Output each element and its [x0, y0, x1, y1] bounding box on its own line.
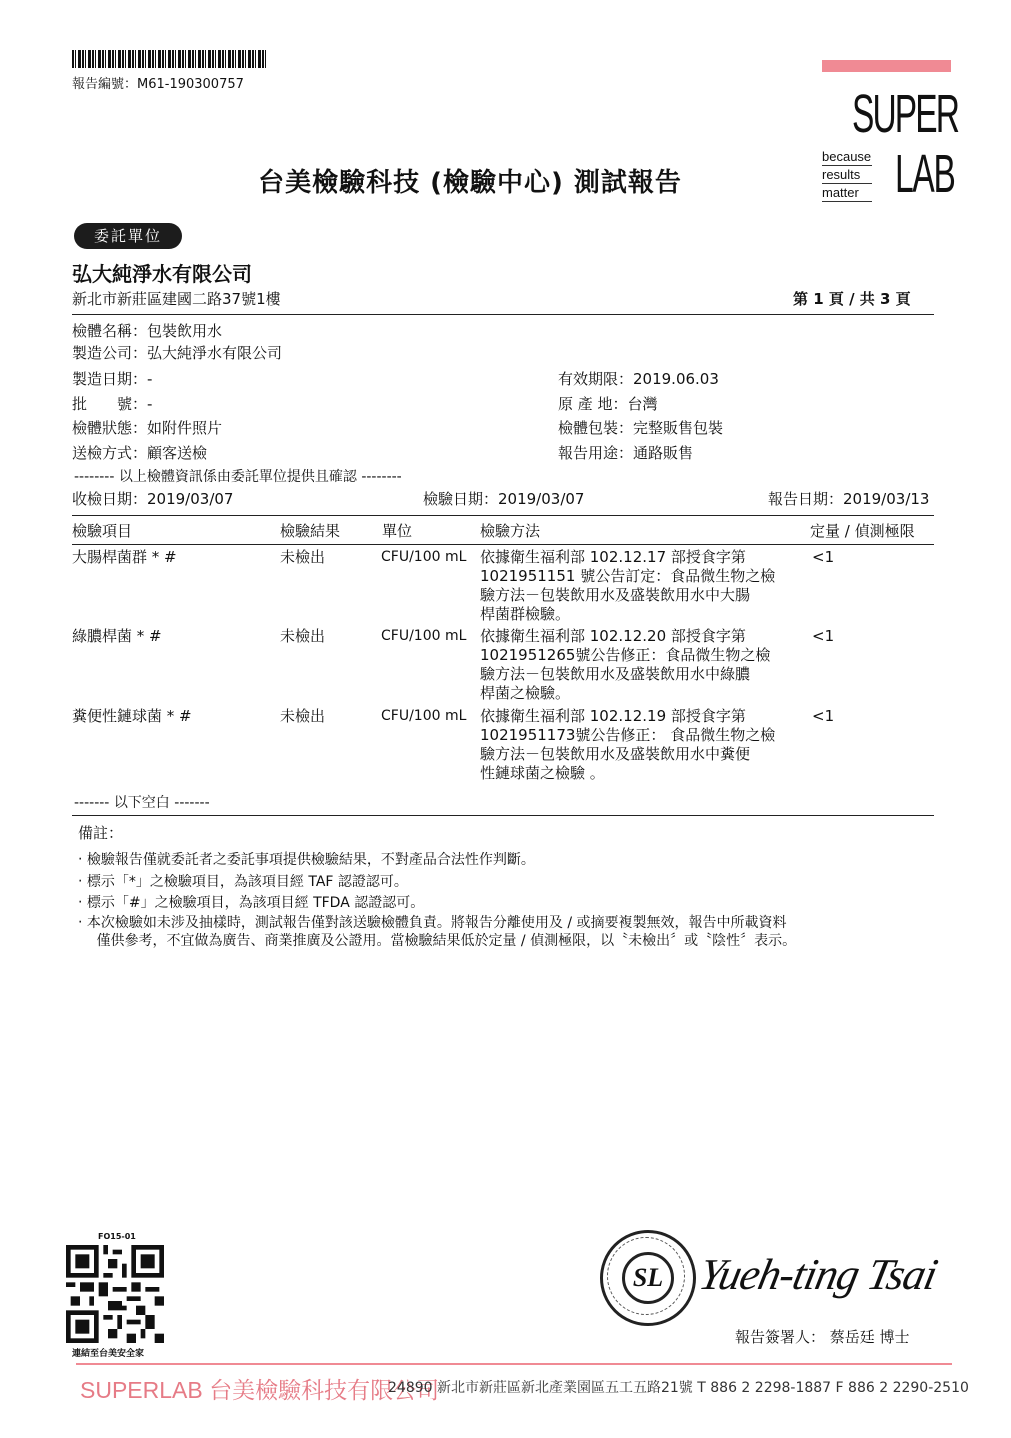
row-unit: CFU/100 mL [381, 549, 467, 565]
sample-manufacturer: 製造公司：弘大純淨水有限公司 [72, 344, 283, 362]
seal-monogram: SL [622, 1252, 674, 1304]
divider [72, 314, 934, 315]
row-method-line: 1021951265號公告修正：食品微生物之檢 [480, 646, 771, 664]
remark-item: ‧ 本次檢驗如未涉及抽樣時，測試報告僅對該送驗檢體負責。將報告分離使用及 / 或摘要複製無效，報告中所載資料 [78, 915, 787, 931]
logo-super: SUPER [852, 84, 959, 144]
remark-item: 僅供參考，不宜做為廣告、商業推廣及公證用。當檢驗結果低於定量 / 偵測極限，以〝未檢出〞或〝陰性〞表示。 [78, 933, 797, 949]
form-code: FO15-01 [98, 1232, 136, 1241]
tagline-line: matter [822, 184, 872, 202]
header-result: 檢驗結果 [280, 522, 341, 540]
sample-purpose: 報告用途：通路販售 [558, 444, 694, 462]
sample-packaging: 檢體包裝：完整販售包裝 [558, 419, 724, 437]
client-name: 弘大純淨水有限公司 [72, 262, 252, 286]
header-item: 檢驗項目 [72, 522, 133, 540]
row-result: 未檢出 [280, 548, 326, 566]
footer-rule [76, 1363, 952, 1365]
tagline-line: results [822, 166, 872, 184]
barcode [72, 50, 267, 68]
table-top-rule [72, 515, 934, 516]
qr-code-icon[interactable] [66, 1245, 164, 1343]
row-unit: CFU/100 mL [381, 628, 467, 644]
seal-stamp [600, 1230, 696, 1326]
row-method-line: 依據衛生福利部 102.12.17 部授食字第 [480, 548, 746, 566]
row-method-line: 1021951173號公告修正： 食品微生物之檢 [480, 726, 776, 744]
footer-company: SUPERLAB 台美檢驗科技有限公司 [80, 1377, 440, 1403]
row-method-line: 驗方法－包裝飲用水及盛裝飲用水中糞便 [480, 745, 751, 763]
row-unit: CFU/100 mL [381, 708, 467, 724]
table-end-note: ------- 以下空白 ------- [74, 795, 210, 811]
sample-condition: 檢體狀態：如附件照片 [72, 419, 223, 437]
sample-batch: 批 號：- [72, 395, 153, 413]
row-limit: <1 [812, 548, 835, 566]
header-limit: 定量 / 偵測極限 [810, 522, 915, 540]
signer: 報告簽署人： 蔡岳廷 博士 [735, 1328, 910, 1346]
row-limit: <1 [812, 627, 835, 645]
date-tested: 檢驗日期：2019/03/07 [423, 490, 585, 508]
sample-mfg-date: 製造日期：- [72, 370, 153, 388]
client-address: 新北市新莊區建國二路37號1樓 [72, 290, 281, 308]
footer-address: 24890 新北市新莊區新北產業園區五工五路21號 T 886 2 2298-1887 F 886 2 2290-2510 [388, 1380, 969, 1396]
report-title: 台美檢驗科技 (檢驗中心) 測試報告 [258, 168, 682, 198]
row-item: 大腸桿菌群 * # [72, 548, 177, 566]
logo-accent-bar [822, 60, 951, 72]
qr-caption: 連結至台美安全家 [72, 1349, 145, 1359]
tagline-line: because [822, 149, 872, 164]
date-received: 收檢日期：2019/03/07 [72, 490, 234, 508]
row-limit: <1 [812, 707, 835, 725]
client-tag: 委託單位 [74, 223, 182, 249]
sample-name: 檢體名稱：包裝飲用水 [72, 322, 223, 340]
page-info: 第 1 頁 / 共 3 頁 [793, 290, 911, 308]
remark-item: ‧ 標示「*」之檢驗項目，為該項目經 TAF 認證認可。 [78, 874, 408, 890]
report-number: 報告編號：M61-190300757 [72, 77, 244, 92]
row-method-line: 桿菌群檢驗。 [480, 605, 571, 623]
date-reported: 報告日期：2019/03/13 [768, 490, 930, 508]
header-method: 檢驗方法 [480, 522, 541, 540]
header-unit: 單位 [382, 522, 413, 540]
row-item: 綠膿桿菌 * # [72, 627, 162, 645]
table-bottom-rule [72, 815, 934, 816]
row-method-line: 依據衛生福利部 102.12.19 部授食字第 [480, 707, 746, 725]
confirm-note: -------- 以上檢體資訊係由委託單位提供且確認 -------- [74, 469, 402, 485]
row-method-line: 依據衛生福利部 102.12.20 部授食字第 [480, 627, 746, 645]
sample-origin: 原 產 地：台灣 [558, 395, 658, 413]
logo-lab: LAB [895, 144, 955, 204]
remarks-title: 備註： [78, 824, 124, 842]
row-method-line: 1021951151 號公告訂定：食品微生物之檢 [480, 567, 776, 585]
row-method-line: 性鏈球菌之檢驗 。 [480, 764, 605, 782]
row-result: 未檢出 [280, 707, 326, 725]
remark-item: ‧ 標示「#」之檢驗項目，為該項目經 TFDA 認證認可。 [78, 895, 425, 911]
row-item: 糞便性鏈球菌 * # [72, 707, 192, 725]
row-result: 未檢出 [280, 627, 326, 645]
header-rule [72, 544, 934, 545]
sample-expiry: 有效期限：2019.06.03 [558, 370, 719, 388]
remark-item: ‧ 檢驗報告僅就委託者之委託事項提供檢驗結果，不對產品合法性作判斷。 [78, 852, 535, 868]
row-method-line: 桿菌之檢驗。 [480, 684, 571, 702]
row-method-line: 驗方法－包裝飲用水及盛裝飲用水中大腸 [480, 586, 751, 604]
signature: Yueh-ting Tsai [694, 1250, 942, 1299]
sample-delivery: 送檢方式：顧客送檢 [72, 444, 208, 462]
row-method-line: 驗方法－包裝飲用水及盛裝飲用水中綠膿 [480, 665, 751, 683]
